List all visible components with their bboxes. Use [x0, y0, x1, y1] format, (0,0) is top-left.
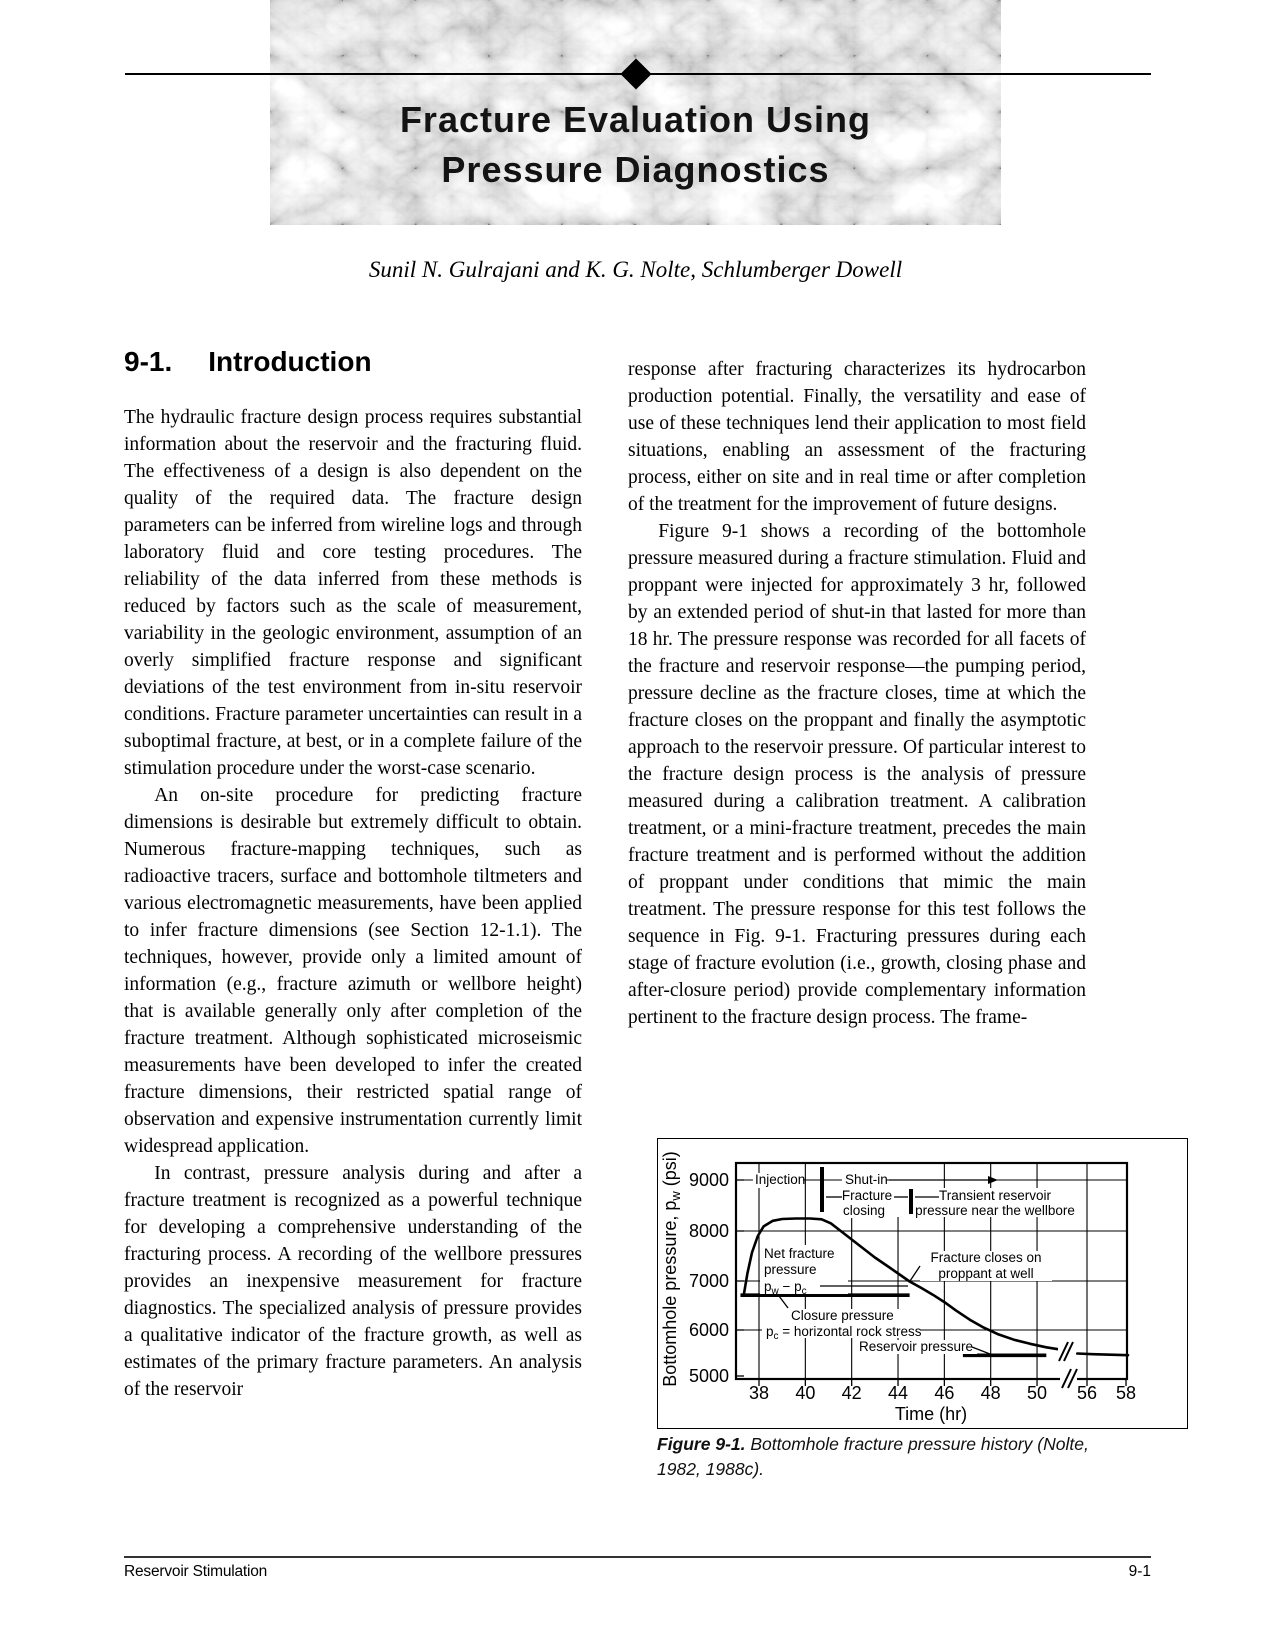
chapter-title-line2: Pressure Diagnostics: [441, 149, 830, 190]
section-title: Introduction: [208, 346, 372, 377]
svg-text:pressure: pressure: [764, 1262, 817, 1277]
svg-text:40: 40: [795, 1383, 816, 1403]
x-axis-title: Time (hr): [894, 1404, 968, 1424]
axis-break-marks: [1058, 1342, 1077, 1388]
svg-text:pressure near the wellbore: pressure near the wellbore: [915, 1203, 1075, 1218]
label-fracture-closes: Fracture closes on: [930, 1250, 1042, 1265]
label-closure-pressure: Closure pressure: [791, 1308, 894, 1323]
label-reservoir-pressure: Reservoir pressure: [859, 1339, 974, 1354]
figure-caption-text: Bottomhole fracture pressure history (Nolte, 1982, 1988c).: [657, 1434, 1089, 1479]
closes-leader-line: [910, 1266, 920, 1281]
svg-text:38: 38: [748, 1383, 770, 1403]
chapter-title-line1: Fracture Evaluation Using: [399, 99, 872, 140]
svg-text:5000: 5000: [688, 1366, 729, 1386]
paragraph: The hydraulic fracture design process requires substantial information about the reservoir and the fracturing fluid. The effectiveness of a design is also dependent on the quality of the required data. The fracture design parameters can be inferred from wireline logs and through laboratory fluid and core testing procedures. The reliability of the data inferred from these methods is reduced by factors such as the scale of measurement, variability in the geologic environment, assumption of an overly simplified fracture response and significant deviations of the test environment from in-situ reservoir conditions. Fracture parameter uncertainties can result in a suboptimal fracture, at best, or in a complete failure of the stimulation procedure under the worst-case scenario.: [124, 407, 582, 779]
svg-text:42: 42: [841, 1383, 862, 1403]
paragraph: response after fracturing characterizes its hydrocarbon production potential. Finally, the versatility and ease of use of these techniques lend their application to most field situations, enabling an assessment of the fracturing process, either on site and in real time or after completion of the treatment for the improvement of future designs.: [628, 359, 1086, 515]
svg-text:56: 56: [1076, 1383, 1098, 1403]
svg-text:6000: 6000: [688, 1320, 729, 1340]
pressure-curve: [1077, 1354, 1128, 1356]
footer-rule: [124, 1556, 1151, 1558]
y-axis-title: Bottomhole pressure, $p_w$ (psi): [660, 1151, 683, 1387]
svg-text:58: 58: [1115, 1383, 1137, 1403]
right-column: [628, 356, 1086, 1031]
paragraph: Figure 9-1 shows a recording of the bottomhole pressure measured during a fracture stimulation. Fluid and proppant were injected for approximately 3 hr, followed by an extended period of shut-in that lasted for more than 18 hr. The pressure response was recorded for all facets of the fracture and reservoir response—the pumping period, pressure decline as the fracture closes, time at which the fracture closes on the proppant and finally the asymptotic approach to the reservoir pressure. Of particular interest to the fracture design process is the analysis of pressure measured during a calibration treatment. A calibration treatment, or a mini-fracture treatment, precedes the main fracture treatment and is performed without the addition of proppant under conditions that mimic the main treatment. The pressure response for this test follows the sequence in Fig. 9-1. Fracturing pressures during each stage of fracture evolution (i.e., growth, closing phase and after-closure period) provide complementary information pertinent to the fracture design process. The frame-: [628, 521, 1086, 1028]
label-net-formula: $p_w - p_c$: [764, 1279, 807, 1297]
svg-text:44: 44: [888, 1383, 909, 1403]
svg-text:7000: 7000: [688, 1271, 729, 1291]
section-number: 9-1.: [124, 346, 173, 377]
chapter-title: [270, 95, 1001, 195]
left-column: [124, 344, 582, 1403]
figure-9-1: [657, 1138, 1188, 1429]
svg-text:9000: 9000: [688, 1170, 729, 1190]
label-transient: Transient reservoir: [938, 1188, 1052, 1203]
author-byline: Sunil N. Gulrajani and K. G. Nolte, Schlumberger Dowell: [368, 257, 903, 282]
section-heading: [124, 344, 582, 380]
label-net-pressure: Net fracture: [764, 1246, 835, 1261]
figure-caption-label: Figure 9-1.: [657, 1434, 746, 1454]
svg-text:pc = horizontal rock stress: $p_c$ = horizontal rock stress: [766, 1324, 922, 1342]
svg-text:proppant at well: proppant at well: [938, 1266, 1034, 1281]
label-shut-in: Shut-in: [845, 1172, 888, 1187]
paragraph: An on-site procedure for predicting fracture dimensions is desirable but extremely difficult to obtain. Numerous fracture-mapping techniques, such as radioactive tracers, surface and bottomhole tiltmeters and various electromagnetic measurements, have been applied to infer fracture dimensions (see Section 12-1.1). The techniques, however, provide only a limited amount of information (e.g., fracture azimuth or wellbore height) that is available generally only after completion of the fracture treatment. Although sophisticated microseismic measurements have been developed to infer the created fracture dimensions, their restricted spatial range of observation and expensive instrumentation currently limit widespread application.: [124, 785, 582, 1157]
svg-text:48: 48: [980, 1383, 1001, 1403]
footer-page-number: 9-1: [1128, 1563, 1151, 1580]
label-injection: Injection: [755, 1172, 806, 1187]
shutin-arrowhead-icon: [988, 1176, 998, 1184]
label-fracture-closing: Fracture: [841, 1188, 893, 1203]
figure-caption: [657, 1432, 1097, 1482]
svg-text:8000: 8000: [688, 1221, 729, 1241]
svg-text:46: 46: [934, 1383, 955, 1403]
footer-book-title: Reservoir Stimulation: [124, 1563, 268, 1580]
closure-leader-line: [779, 1296, 788, 1308]
svg-text:50: 50: [1027, 1383, 1048, 1403]
pressure-history-chart: [658, 1139, 1186, 1427]
svg-text:closing: closing: [842, 1203, 886, 1218]
paragraph: In contrast, pressure analysis during and after a fracture treatment is recognized as a powerful technique for developing a comprehensive understanding of the fracturing process. A recording of the wellbore pressures provides an inexpensive measurement for fracture diagnostics. The specialized analysis of pressure provides a qualitative indicator of the fracture growth, as well as estimates of the primary fracture parameters. An analysis of the reservoir: [124, 1163, 582, 1400]
